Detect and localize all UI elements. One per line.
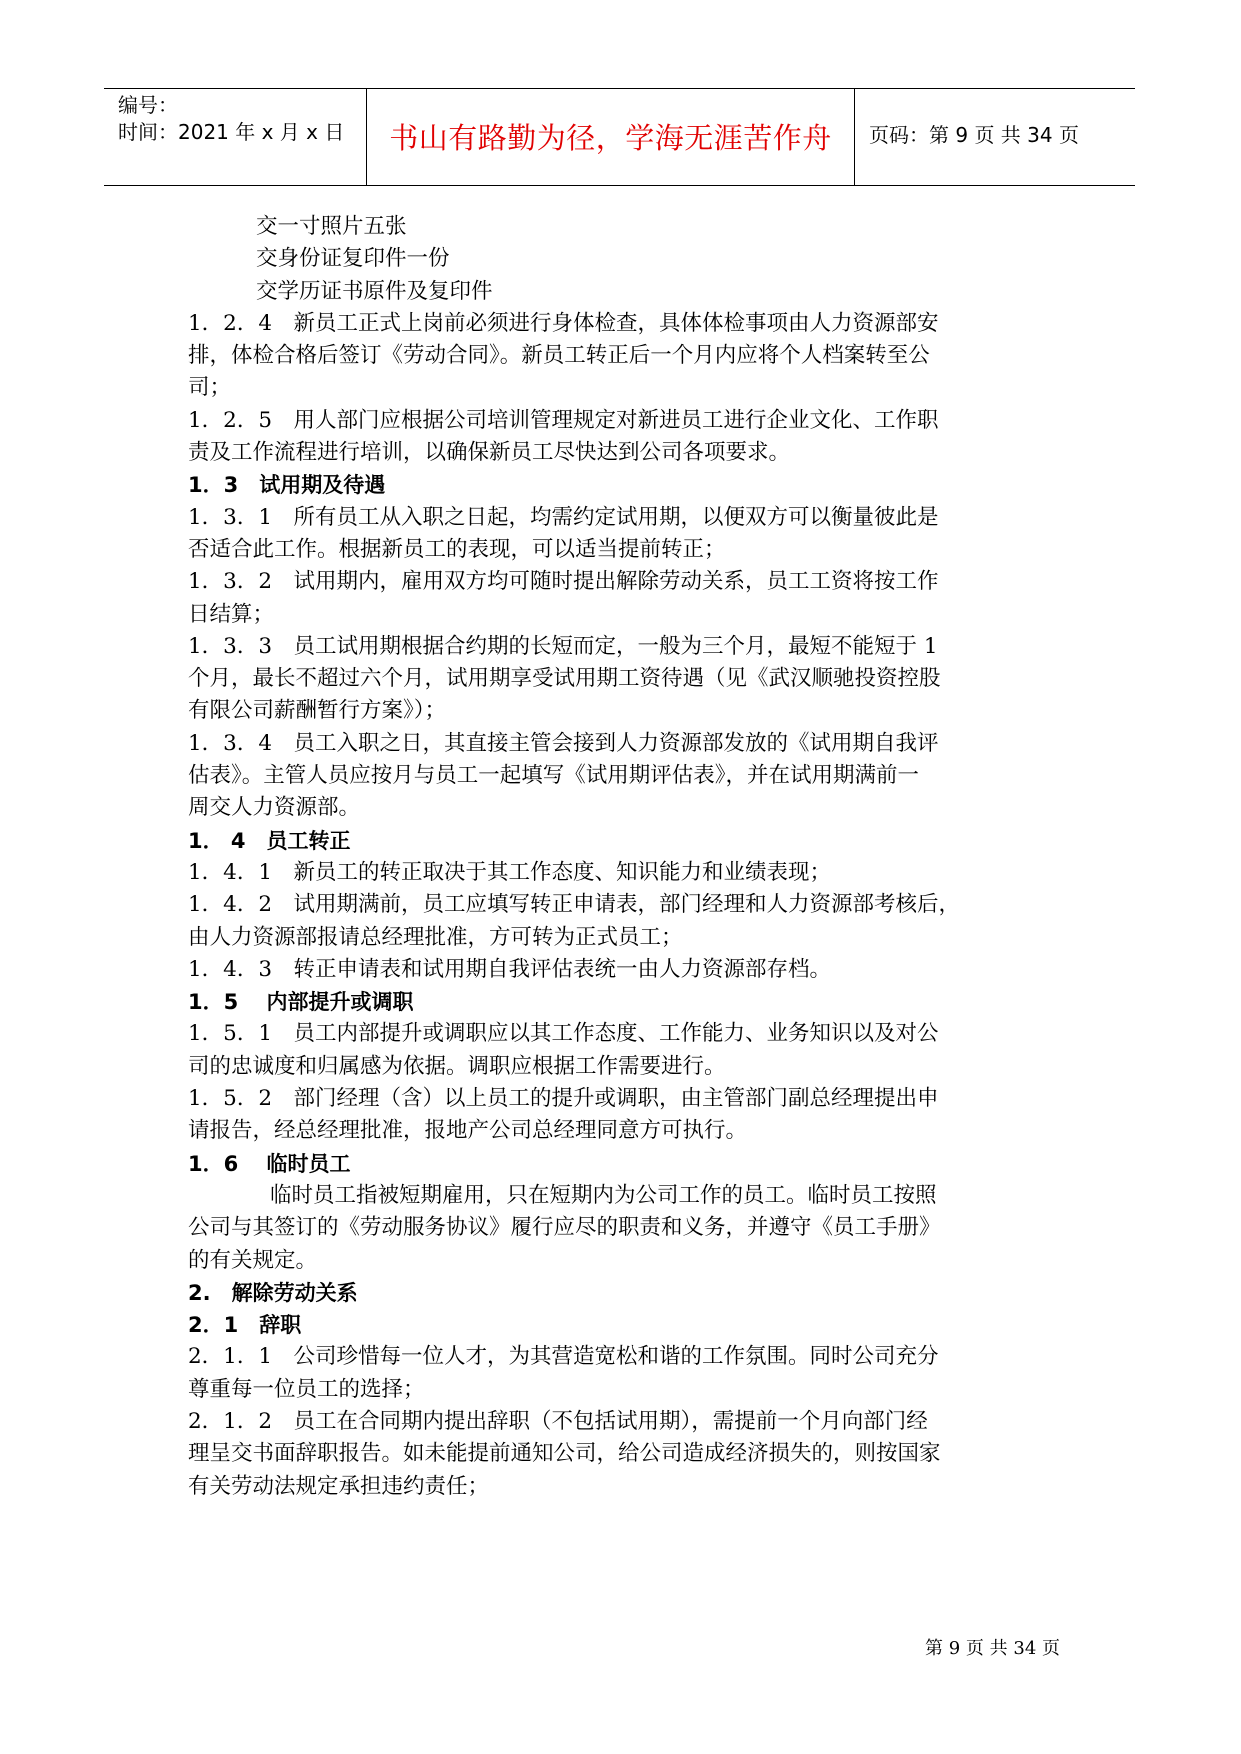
body-line: 请报告，经总经理批准，报地产公司总经理同意方可执行。 [188,1118,748,1144]
body-line: 2．1．1 公司珍惜每一位人才，为其营造宽松和谐的工作氛围。同时公司充分 [188,1344,939,1370]
body-line: 1．5．1 员工内部提升或调职应以其工作态度、工作能力、业务知识以及对公 [188,1021,939,1047]
document-header [104,88,1135,186]
body-line: 的有关规定。 [188,1247,318,1273]
header-page-cell [855,89,1135,185]
section-heading: 1．6 临时员工 [188,1151,351,1176]
header-page-number: 页码：第 9 页 共 34 页 [869,123,1079,147]
body-line: 1．2．5 用人部门应根据公司培训管理规定对新进员工进行企业文化、工作职 [188,407,939,433]
header-motto: 书山有路勤为径，学海无涯苦作舟 [389,121,832,155]
body-line: 否适合此工作。根据新员工的表现，可以适当提前转正； [188,536,726,562]
body-line: 周交人力资源部。 [188,795,361,821]
section-heading: 1．5 内部提升或调职 [188,990,414,1015]
body-line: 有关劳动法规定承担违约责任； [188,1473,490,1499]
body-line: 由人力资源部报请总经理批准，方可转为正式员工； [188,924,683,950]
section-heading: 2. 解除劳动关系 [188,1280,358,1305]
body-line: 日结算； [188,601,275,627]
body-line: 个月，最长不超过六个月，试用期享受试用期工资待遇（见《武汉顺驰投资控股 [188,666,941,692]
body-line: 司的忠诚度和归属感为依据。调职应根据工作需要进行。 [188,1053,726,1079]
body-line: 估表》。主管人员应按月与员工一起填写《试用期评估表》，并在试用期满前一 [188,763,920,789]
body-line: 1．4．2 试用期满前，员工应填写转正申请表，部门经理和人力资源部考核后， [188,892,961,918]
body-line: 交一寸照片五张 [256,214,407,239]
body-line: 1．4．3 转正申请表和试用期自我评估表统一由人力资源部存档。 [188,956,832,982]
header-info-cell [104,89,367,185]
body-line: 司； [188,375,232,401]
body-line: 临时员工指被短期雇用，只在短期内为公司工作的员工。临时员工按照 [270,1182,937,1208]
section-heading: 2．1 辞职 [188,1313,302,1338]
body-line: 尊重每一位员工的选择； [188,1376,425,1402]
section-heading: 1．3 试用期及待遇 [188,473,386,498]
body-line: 责及工作流程进行培训，以确保新员工尽快达到公司各项要求。 [188,440,791,466]
body-line: 交身份证复印件一份 [256,246,450,272]
body-line: 公司与其签订的《劳动服务协议》履行应尽的职责和义务，并遵守《员工手册》 [188,1215,941,1241]
body-line: 1．3．4 员工入职之日，其直接主管会接到人力资源部发放的《试用期自我评 [188,730,939,756]
body-line: 1．2．4 新员工正式上岗前必须进行身体检查，具体体检事项由人力资源部安 [188,310,939,336]
body-line: 1．4．1 新员工的转正取决于其工作态度、知识能力和业绩表现； [188,859,832,885]
document-number-label: 编号： [118,93,178,117]
body-line: 1．3．2 试用期内，雇用双方均可随时提出解除劳动关系，员工工资将按工作 [188,569,939,595]
document-body [188,211,1060,1503]
body-line: 理呈交书面辞职报告。如未能提前通知公司，给公司造成经济损失的，则按国家 [188,1441,941,1467]
body-line: 2．1．2 员工在合同期内提出辞职（不包括试用期），需提前一个月向部门经 [188,1408,928,1434]
body-line: 有限公司薪酬暂行方案》）； [188,698,447,724]
body-line: 1．3．3 员工试用期根据合约期的长短而定，一般为三个月，最短不能短于 1 [188,633,938,659]
document-time-label: 时间：2021 年 x 月 x 日 [118,120,345,144]
header-motto-cell [367,89,855,185]
body-line: 排，体检合格后签订《劳动合同》。新员工转正后一个月内应将个人档案转至公 [188,343,930,369]
body-line: 1．5．2 部门经理（含）以上员工的提升或调职，由主管部门副总经理提出申 [188,1086,939,1112]
body-line: 交学历证书原件及复印件 [256,278,493,304]
body-line: 1．3．1 所有员工从入职之日起，均需约定试用期，以便双方可以衡量彼此是 [188,504,939,530]
page-footer: 第 9 页 共 34 页 [925,1638,1060,1659]
section-heading: 1． 4 员工转正 [188,828,351,853]
